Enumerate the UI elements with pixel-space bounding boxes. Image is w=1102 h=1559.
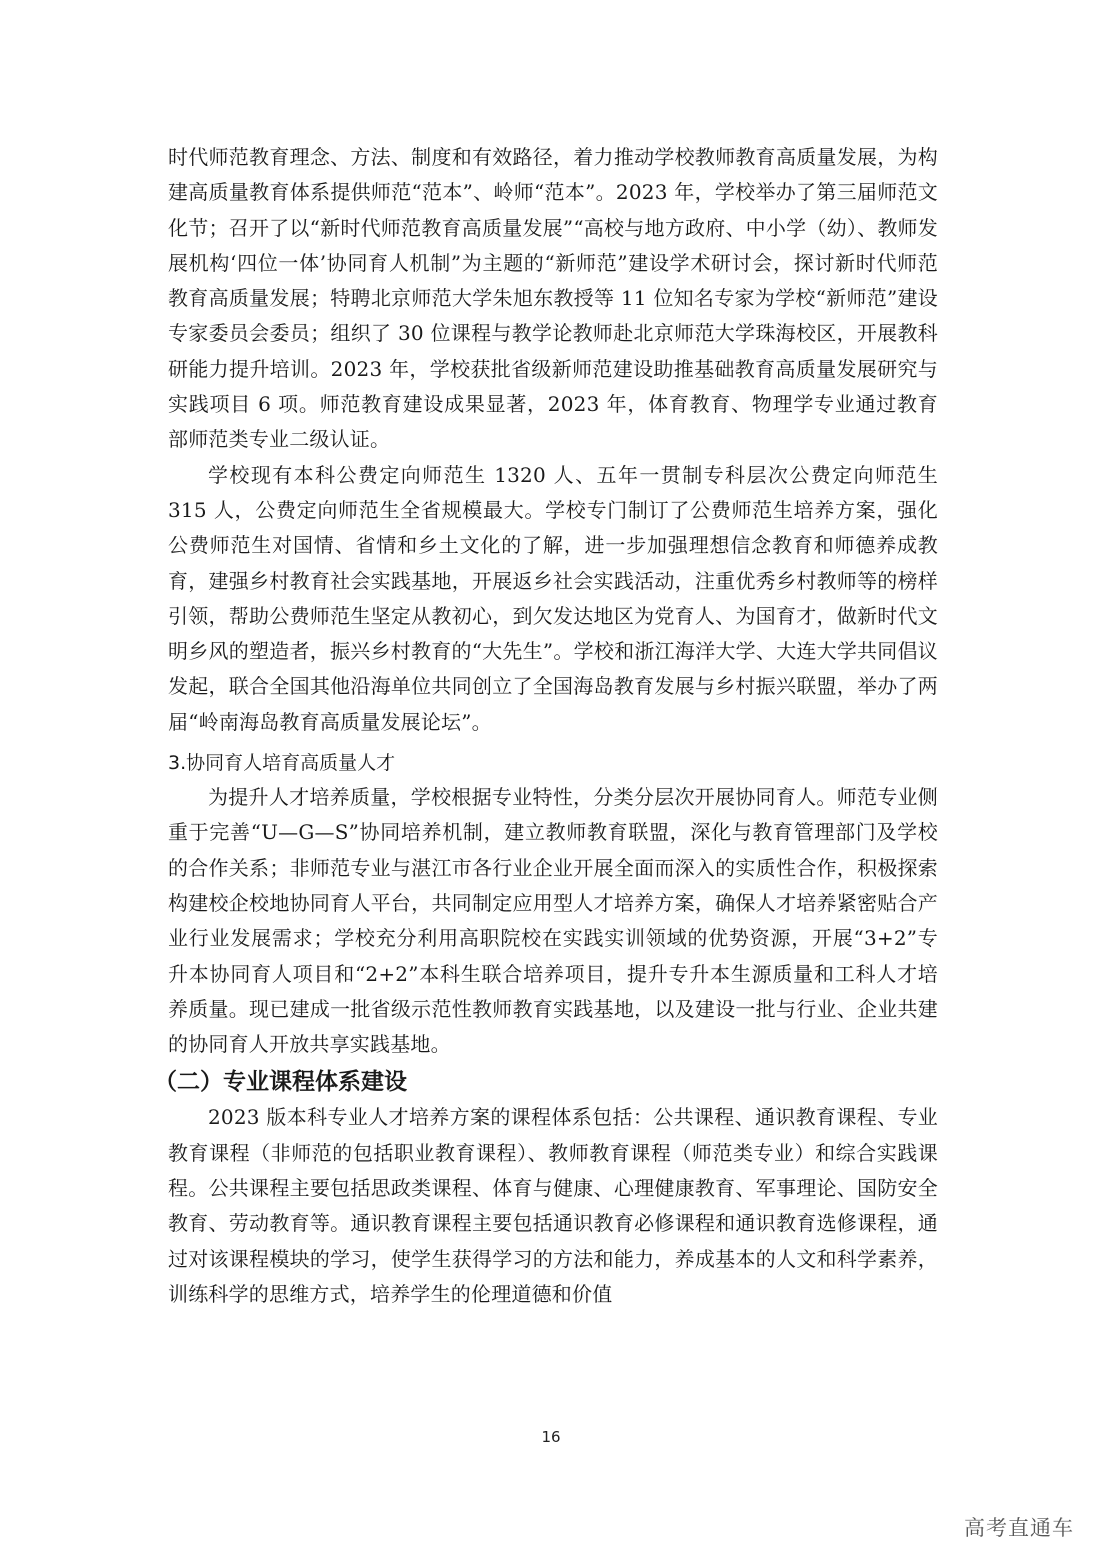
- paragraph-public-funded-students: 学校现有本科公费定向师范生 1320 人、五年一贯制专科层次公费定向师范生 315 人，公费定向师范生全省规模最大。学校专门制订了公费师范生培养方案，强化公费师范生对国情、省情和乡土文化的了解，进一步加强理想信念教育和师德养成教育，建强乡村教育社会实践基地，开展返乡社会实践活动，注重优秀乡村教师等的榜样引领，帮助公费师范生坚定从教初心，到欠发达地区为党育人、为国育才，做新时代文明乡风的塑造者，振兴乡村教育的“大先生”。学校和浙江海洋大学、大连大学共同倡议发起，联合全国其他沿海单位共同创立了全国海岛教育发展与乡村振兴联盟，举办了两届“岭南海岛教育高质量发展论坛”。: [168, 462, 938, 734]
- paragraph-curriculum-system: 2023 版本科专业人才培养方案的课程体系包括：公共课程、通识教育课程、专业教育课程（非师范的包括职业教育课程）、教师教育课程（师范类专业）和综合实践课程。公共课程主要包括思政类课程、体育与健康、心理健康教育、军事理论、国防安全教育、劳动教育等。通识教育课程主要包括通识教育必修课程和通识教育选修课程，通过对该课程模块的学习，使学生获得学习的方法和能力，养成基本的人文和科学素养，训练科学的思维方式，培养学生的伦理道德和价值: [168, 1105, 938, 1306]
- page-number: 16: [541, 1428, 561, 1446]
- paragraph-teacher-education: 时代师范教育理念、方法、制度和有效路径，着力推动学校教师教育高质量发展，为构建高质量教育体系提供师范“范本”、岭师“范本”。2023 年，学校举办了第三届师范文化节；召开了以“新时代师范教育高质量发展”“高校与地方政府、中小学（幼）、教师发展机构‘四位一体’协同育人机制”为主题的“新师范”建设学术研讨会，探讨新时代师范教育高质量发展；特聘北京师范大学朱旭东教授等 11 位知名专家为学校“新师范”建设专家委员会委员；组织了 30 位课程与教学论教师赴北京师范大学珠海校区，开展教科研能力提升培训。2023 年，学校获批省级新师范建设助推基础教育高质量发展研究与实践项目 6 项。师范教育建设成果显著，2023 年，体育教育、物理学专业通过教育部师范类专业二级认证。: [168, 145, 938, 452]
- document-page: [154, 140, 938, 1312]
- subsection-title: 3.协同育人培育高质量人才: [168, 752, 396, 775]
- paragraph-collaborative-education: 为提升人才培养质量，学校根据专业特性，分类分层次开展协同育人。师范专业侧重于完善“U—G—S”协同培养机制，建立教师教育联盟，深化与教育管理部门及学校的合作关系；非师范专业与湛江市各行业企业开展全面而深入的实质性合作，积极探索构建校企校地协同育人平台，共同制定应用型人才培养方案，确保人才培养紧密贴合产业行业发展需求；学校充分利用高职院校在实践实训领域的优势资源，开展“3+2”专升本协同育人项目和“2+2”本科生联合培养项目，提升专升本生源质量和工科人才培养质量。现已建成一批省级示范性教师教育实践基地，以及建设一批与行业、企业共建的协同育人开放共享实践基地。: [168, 785, 938, 1057]
- watermark-text: 高考直通车: [964, 1516, 1074, 1540]
- section-title: （二）专业课程体系建设: [154, 1069, 407, 1096]
